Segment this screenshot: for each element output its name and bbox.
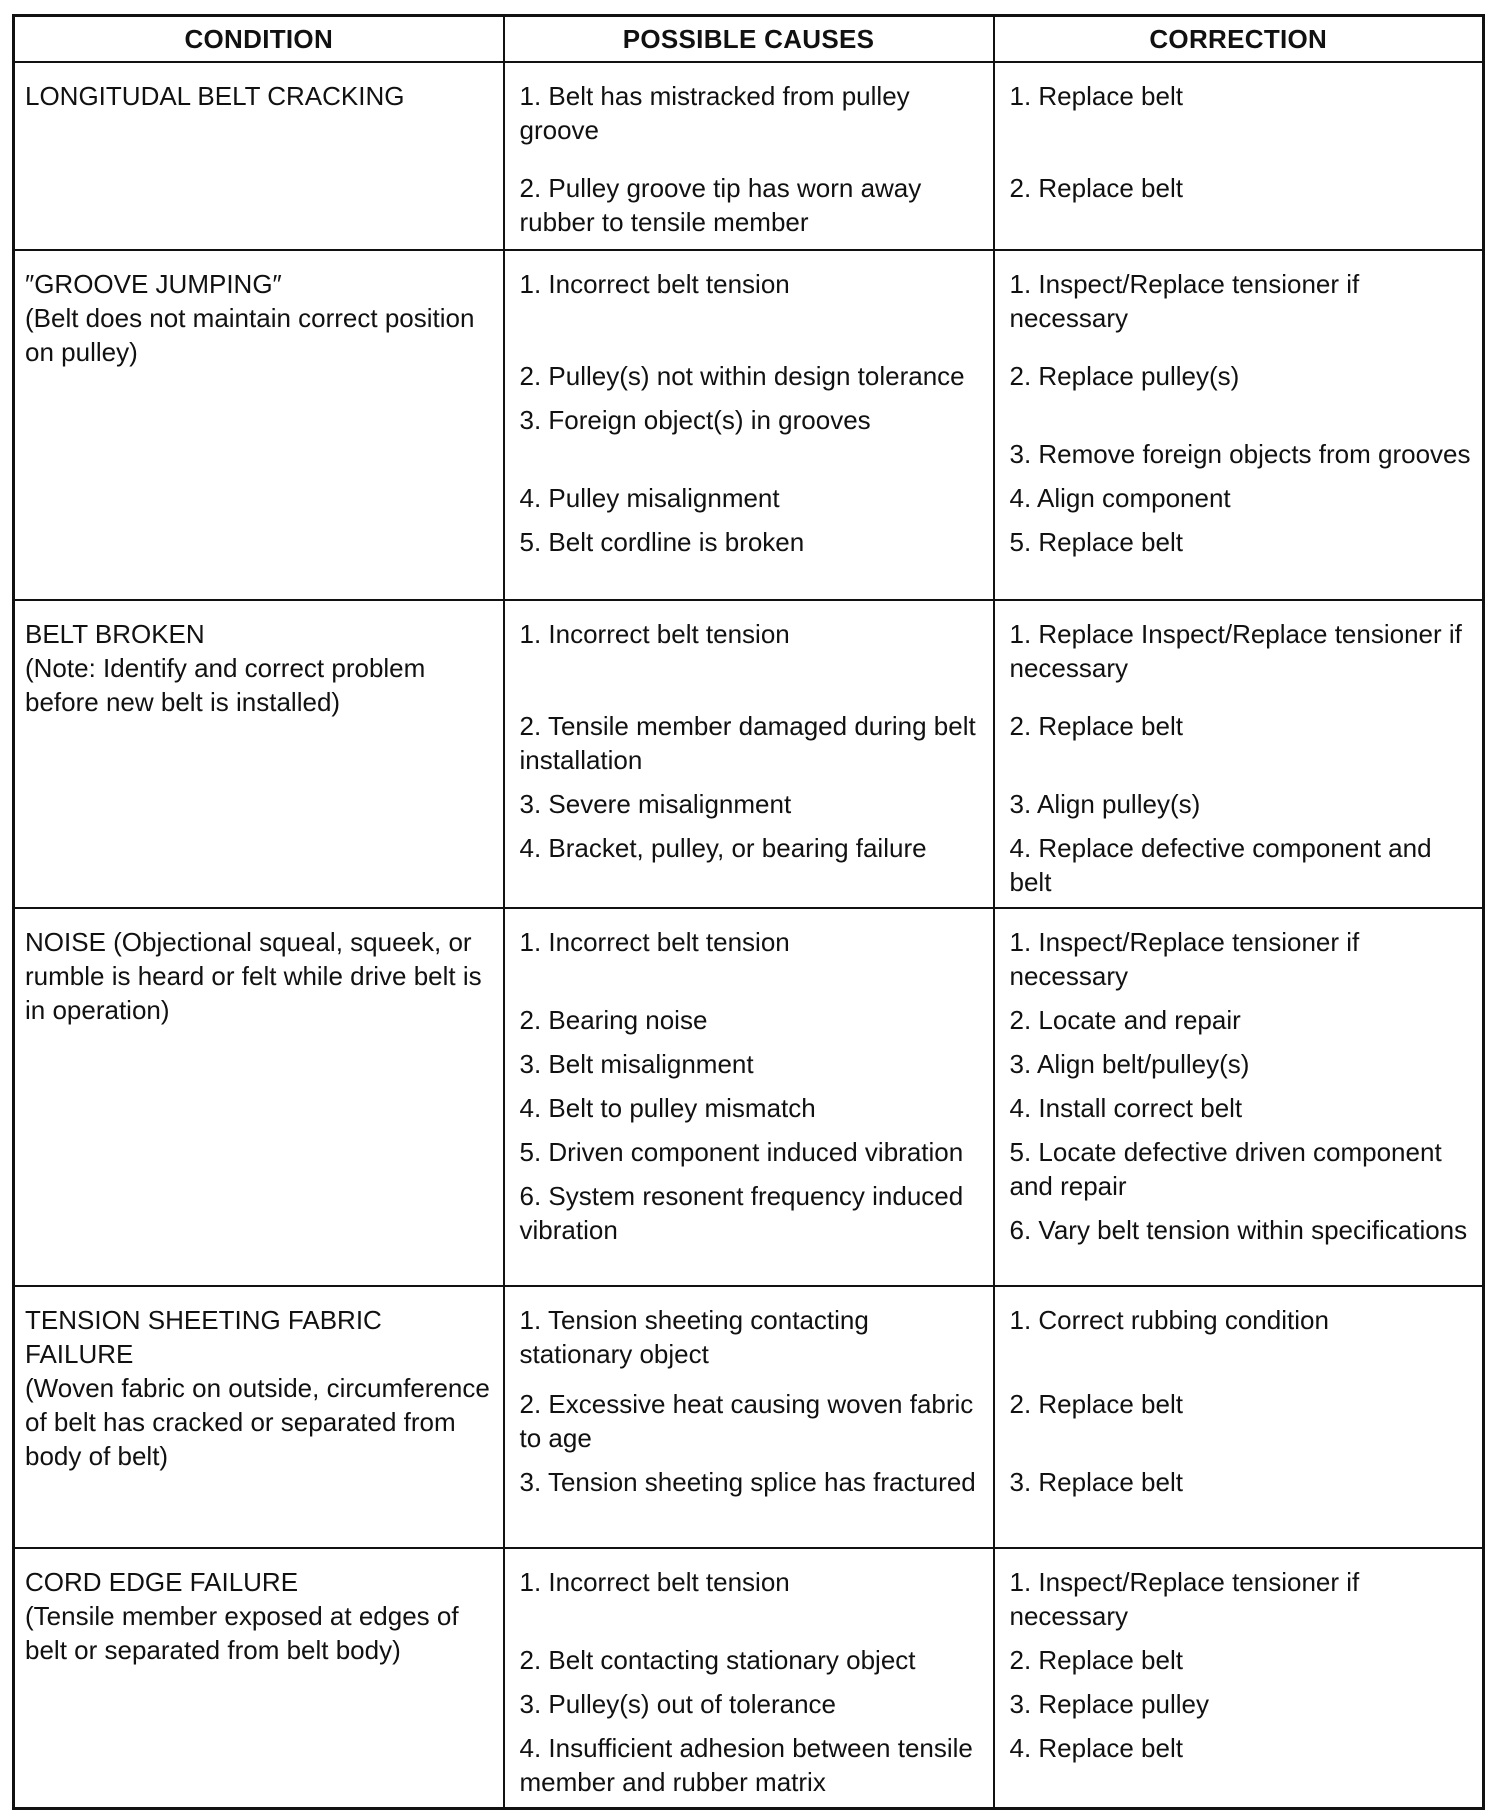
correction-item: 3. Remove foreign objects from grooves: [1009, 439, 1471, 469]
header-row: [14, 16, 1484, 63]
correction-item: 4. Replace defective component and belt: [1009, 833, 1432, 897]
condition-title: CORD EDGE FAILURE: [25, 1567, 299, 1597]
table-row: [14, 62, 1484, 250]
correction-item: 5. Replace belt: [1009, 527, 1183, 557]
cause-item: 4. Bracket, pulley, or bearing failure: [519, 833, 927, 863]
correction-item: 3. Replace belt: [1009, 1467, 1183, 1497]
correction-item: 2. Replace belt: [1009, 1645, 1183, 1675]
condition-note: (Woven fabric on outside, circumference of belt has cracked or separated from body of belt): [25, 1373, 490, 1471]
condition-note: (Note: Identify and correct problem before new belt is installed): [25, 653, 426, 717]
condition-title: LONGITUDAL BELT CRACKING: [25, 81, 405, 111]
cause-item: 3. Belt misalignment: [519, 1049, 754, 1079]
causes-cell: [504, 908, 994, 1286]
cause-item: 6. System resonent frequency induced vibration: [519, 1181, 964, 1245]
causes-cell: [504, 250, 994, 600]
condition-cell: [14, 62, 504, 250]
cause-item: 4. Insufficient adhesion between tensile member and rubber matrix: [519, 1733, 973, 1797]
cause-item: 2. Pulley groove tip has worn away rubber to tensile member: [519, 173, 922, 237]
condition-title: BELT BROKEN: [25, 619, 205, 649]
cause-item: 1. Incorrect belt tension: [519, 619, 790, 649]
table-row: [14, 1286, 1484, 1548]
cause-item: 2. Pulley(s) not within design tolerance: [519, 361, 965, 391]
condition-title: ″GROOVE JUMPING″: [25, 269, 282, 299]
table-row: [14, 908, 1484, 1286]
condition-cell: [14, 1286, 504, 1548]
condition-cell: [14, 600, 504, 908]
cause-item: 2. Belt contacting stationary object: [519, 1645, 916, 1675]
cause-item: 3. Foreign object(s) in grooves: [519, 405, 871, 435]
cause-item: 1. Incorrect belt tension: [519, 927, 790, 957]
correction-item: 4. Align component: [1009, 483, 1231, 513]
correction-item: 4. Replace belt: [1009, 1733, 1183, 1763]
correction-item: 2. Replace belt: [1009, 711, 1183, 741]
correction-item: 2. Replace belt: [1009, 173, 1183, 203]
cause-item: 3. Pulley(s) out of tolerance: [519, 1689, 836, 1719]
correction-item: 3. Replace pulley: [1009, 1689, 1209, 1719]
causes-cell: [504, 1548, 994, 1809]
cause-item: 3. Severe misalignment: [519, 789, 792, 819]
condition-note: (Tensile member exposed at edges of belt or separated from belt body): [25, 1601, 459, 1665]
causes-cell: [504, 1286, 994, 1548]
corrections-cell: [994, 250, 1484, 600]
corrections-cell: [994, 1548, 1484, 1809]
correction-item: 1. Inspect/Replace tensioner if necessary: [1009, 1567, 1360, 1631]
condition-cell: [14, 1548, 504, 1809]
cause-item: 5. Driven component induced vibration: [519, 1137, 964, 1167]
correction-item: 6. Vary belt tension within specifications: [1009, 1215, 1468, 1245]
cause-item: 2. Excessive heat causing woven fabric to age: [519, 1389, 974, 1453]
table-row: [14, 250, 1484, 600]
corrections-cell: [994, 62, 1484, 250]
cause-item: 1. Incorrect belt tension: [519, 269, 790, 299]
correction-item: 3. Align belt/pulley(s): [1009, 1049, 1250, 1079]
header-correction: CORRECTION: [994, 16, 1484, 63]
header-condition: CONDITION: [14, 16, 504, 63]
table-row: [14, 1548, 1484, 1809]
correction-item: 3. Align pulley(s): [1009, 789, 1201, 819]
condition-title: NOISE (Objectional squeal, squeek, or rumble is heard or felt while drive belt is in operation): [25, 927, 482, 1025]
condition-note: (Belt does not maintain correct position on pulley): [25, 303, 475, 367]
causes-cell: [504, 62, 994, 250]
correction-item: 2. Replace pulley(s): [1009, 361, 1240, 391]
correction-item: 1. Replace belt: [1009, 81, 1183, 111]
correction-item: 1. Replace Inspect/Replace tensioner if necessary: [1009, 619, 1462, 683]
cause-item: 4. Belt to pulley mismatch: [519, 1093, 816, 1123]
cause-item: 5. Belt cordline is broken: [519, 527, 805, 557]
cause-item: 3. Tension sheeting splice has fractured: [519, 1467, 976, 1497]
corrections-cell: [994, 1286, 1484, 1548]
cause-item: 4. Pulley misalignment: [519, 483, 780, 513]
causes-cell: [504, 600, 994, 908]
table-body: [14, 62, 1484, 1809]
header-possible-causes: POSSIBLE CAUSES: [504, 16, 994, 63]
correction-item: 2. Locate and repair: [1009, 1005, 1241, 1035]
diagnosis-table: [12, 14, 1485, 1810]
table-header: [14, 16, 1484, 63]
condition-title: TENSION SHEETING FABRIC FAILURE: [25, 1305, 382, 1369]
correction-item: 2. Replace belt: [1009, 1389, 1183, 1419]
cause-item: 1. Incorrect belt tension: [519, 1567, 790, 1597]
condition-cell: [14, 250, 504, 600]
cause-item: 1. Belt has mistracked from pulley groove: [519, 81, 910, 145]
cause-item: 2. Tensile member damaged during belt installation: [519, 711, 976, 775]
correction-item: 1. Correct rubbing condition: [1009, 1305, 1329, 1335]
corrections-cell: [994, 600, 1484, 908]
cause-item: 1. Tension sheeting contacting stationary object: [519, 1305, 869, 1369]
cause-item: 2. Bearing noise: [519, 1005, 708, 1035]
correction-item: 1. Inspect/Replace tensioner if necessary: [1009, 269, 1360, 333]
correction-item: 5. Locate defective driven component and repair: [1009, 1137, 1442, 1201]
table-row: [14, 600, 1484, 908]
corrections-cell: [994, 908, 1484, 1286]
correction-item: 1. Inspect/Replace tensioner if necessary: [1009, 927, 1360, 991]
condition-cell: [14, 908, 504, 1286]
correction-item: 4. Install correct belt: [1009, 1093, 1243, 1123]
